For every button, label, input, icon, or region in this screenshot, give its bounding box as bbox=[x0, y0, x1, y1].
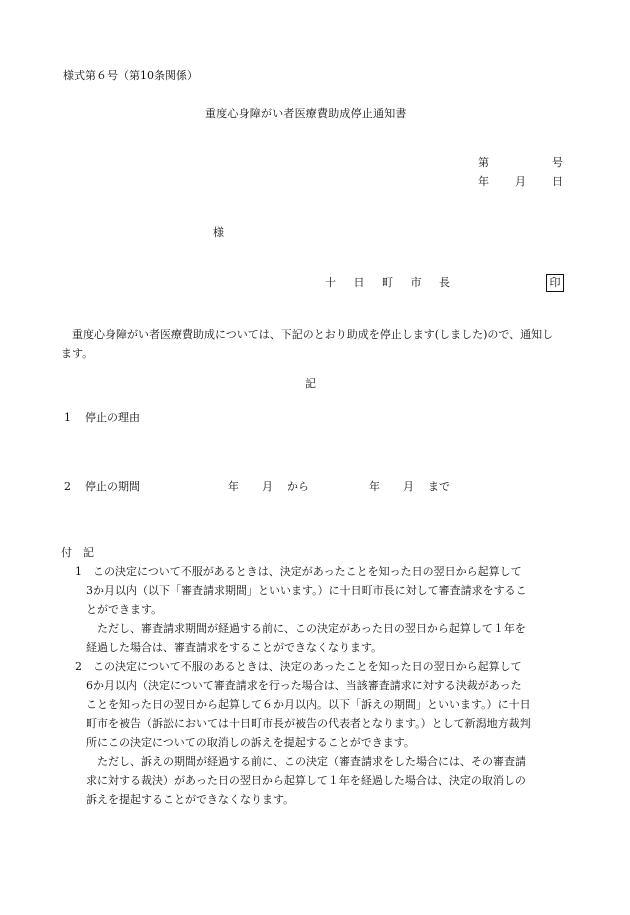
period-from-month: 月 bbox=[262, 480, 273, 493]
notes-heading: 付 記 bbox=[61, 546, 94, 559]
seal-stamp: 印 bbox=[546, 274, 564, 292]
note-line: ただし、審査請求期間が経過する前に、この決定があった日の翌日から起算して１年を bbox=[97, 622, 526, 635]
sender-char: 市 bbox=[410, 276, 422, 289]
document-number-line bbox=[478, 156, 563, 169]
item-label-stop-reason: 停止の理由 bbox=[85, 411, 140, 424]
number-suffix: 号 bbox=[552, 156, 563, 169]
note-line: 3か月以内（以下「審査請求期間」といいます。）に十日町市長に対して審査請求をするこ bbox=[86, 584, 527, 597]
period-from-year: 年 bbox=[228, 480, 239, 493]
sender-char: 日 bbox=[353, 276, 365, 289]
note-line: 町市を被告（訴訟においては十日町市長が被告の代表者となります。）として新潟地方裁判 bbox=[86, 717, 531, 730]
note-line: ことを知った日の翌日から起算して６か月以内。以下「訴えの期間」といいます。）に十日 bbox=[86, 698, 531, 711]
item-label-stop-period: 停止の期間 bbox=[85, 480, 140, 493]
sender-name bbox=[325, 276, 450, 289]
note-line: 1 この決定について不服があるときは、決定があったことを知った日の翌日から起算して bbox=[75, 565, 522, 578]
note-line: とができます。 bbox=[86, 603, 163, 616]
ki-heading: 記 bbox=[305, 377, 316, 390]
sender-char: 十 bbox=[325, 276, 336, 289]
date-month: 月 bbox=[515, 175, 526, 188]
item-number-2: 2 bbox=[64, 480, 71, 493]
number-prefix: 第 bbox=[478, 156, 489, 169]
document-title: 重度心身障がい者医療費助成停止通知書 bbox=[205, 107, 407, 120]
note-line: 所にこの決定についての取消しの訴えを提起することができます。 bbox=[86, 736, 415, 749]
period-to: まで bbox=[428, 480, 450, 493]
sender-char: 長 bbox=[439, 276, 450, 289]
note-line: 2 この決定について不服のあるときは、決定のあったことを知った日の翌日から起算して bbox=[75, 660, 522, 673]
period-from: から bbox=[287, 480, 309, 493]
period-to-month: 月 bbox=[403, 480, 414, 493]
date-line bbox=[478, 175, 563, 188]
date-day: 日 bbox=[552, 175, 563, 188]
date-year: 年 bbox=[478, 175, 489, 188]
note-line: 求に対する裁決）があった日の翌日から起算して１年を経過した場合は、決定の取消しの bbox=[86, 774, 526, 787]
note-line: ただし、訴えの期間が経過する前に、この決定（審査請求をした場合には、その審査請 bbox=[97, 755, 526, 768]
note-line: 6か月以内（決定について審査請求を行った場合は、当該審査請求に対する決裁があった bbox=[86, 679, 522, 692]
form-number: 様式第６号（第10条関係） bbox=[63, 69, 198, 82]
note-line: 訴えを提起することができなくなります。 bbox=[86, 793, 295, 806]
body-paragraph: 重度心身障がい者医療費助成については、下記のとおり助成を停止します(しました)ので、通知します。 bbox=[61, 328, 554, 360]
item-number-1: 1 bbox=[64, 411, 71, 424]
note-line: 経過した場合は、審査請求をすることができなくなります。 bbox=[86, 641, 383, 654]
sender-char: 町 bbox=[382, 276, 393, 289]
period-to-year: 年 bbox=[369, 480, 380, 493]
addressee-honorific: 様 bbox=[213, 226, 224, 239]
stop-period-row bbox=[228, 480, 450, 493]
